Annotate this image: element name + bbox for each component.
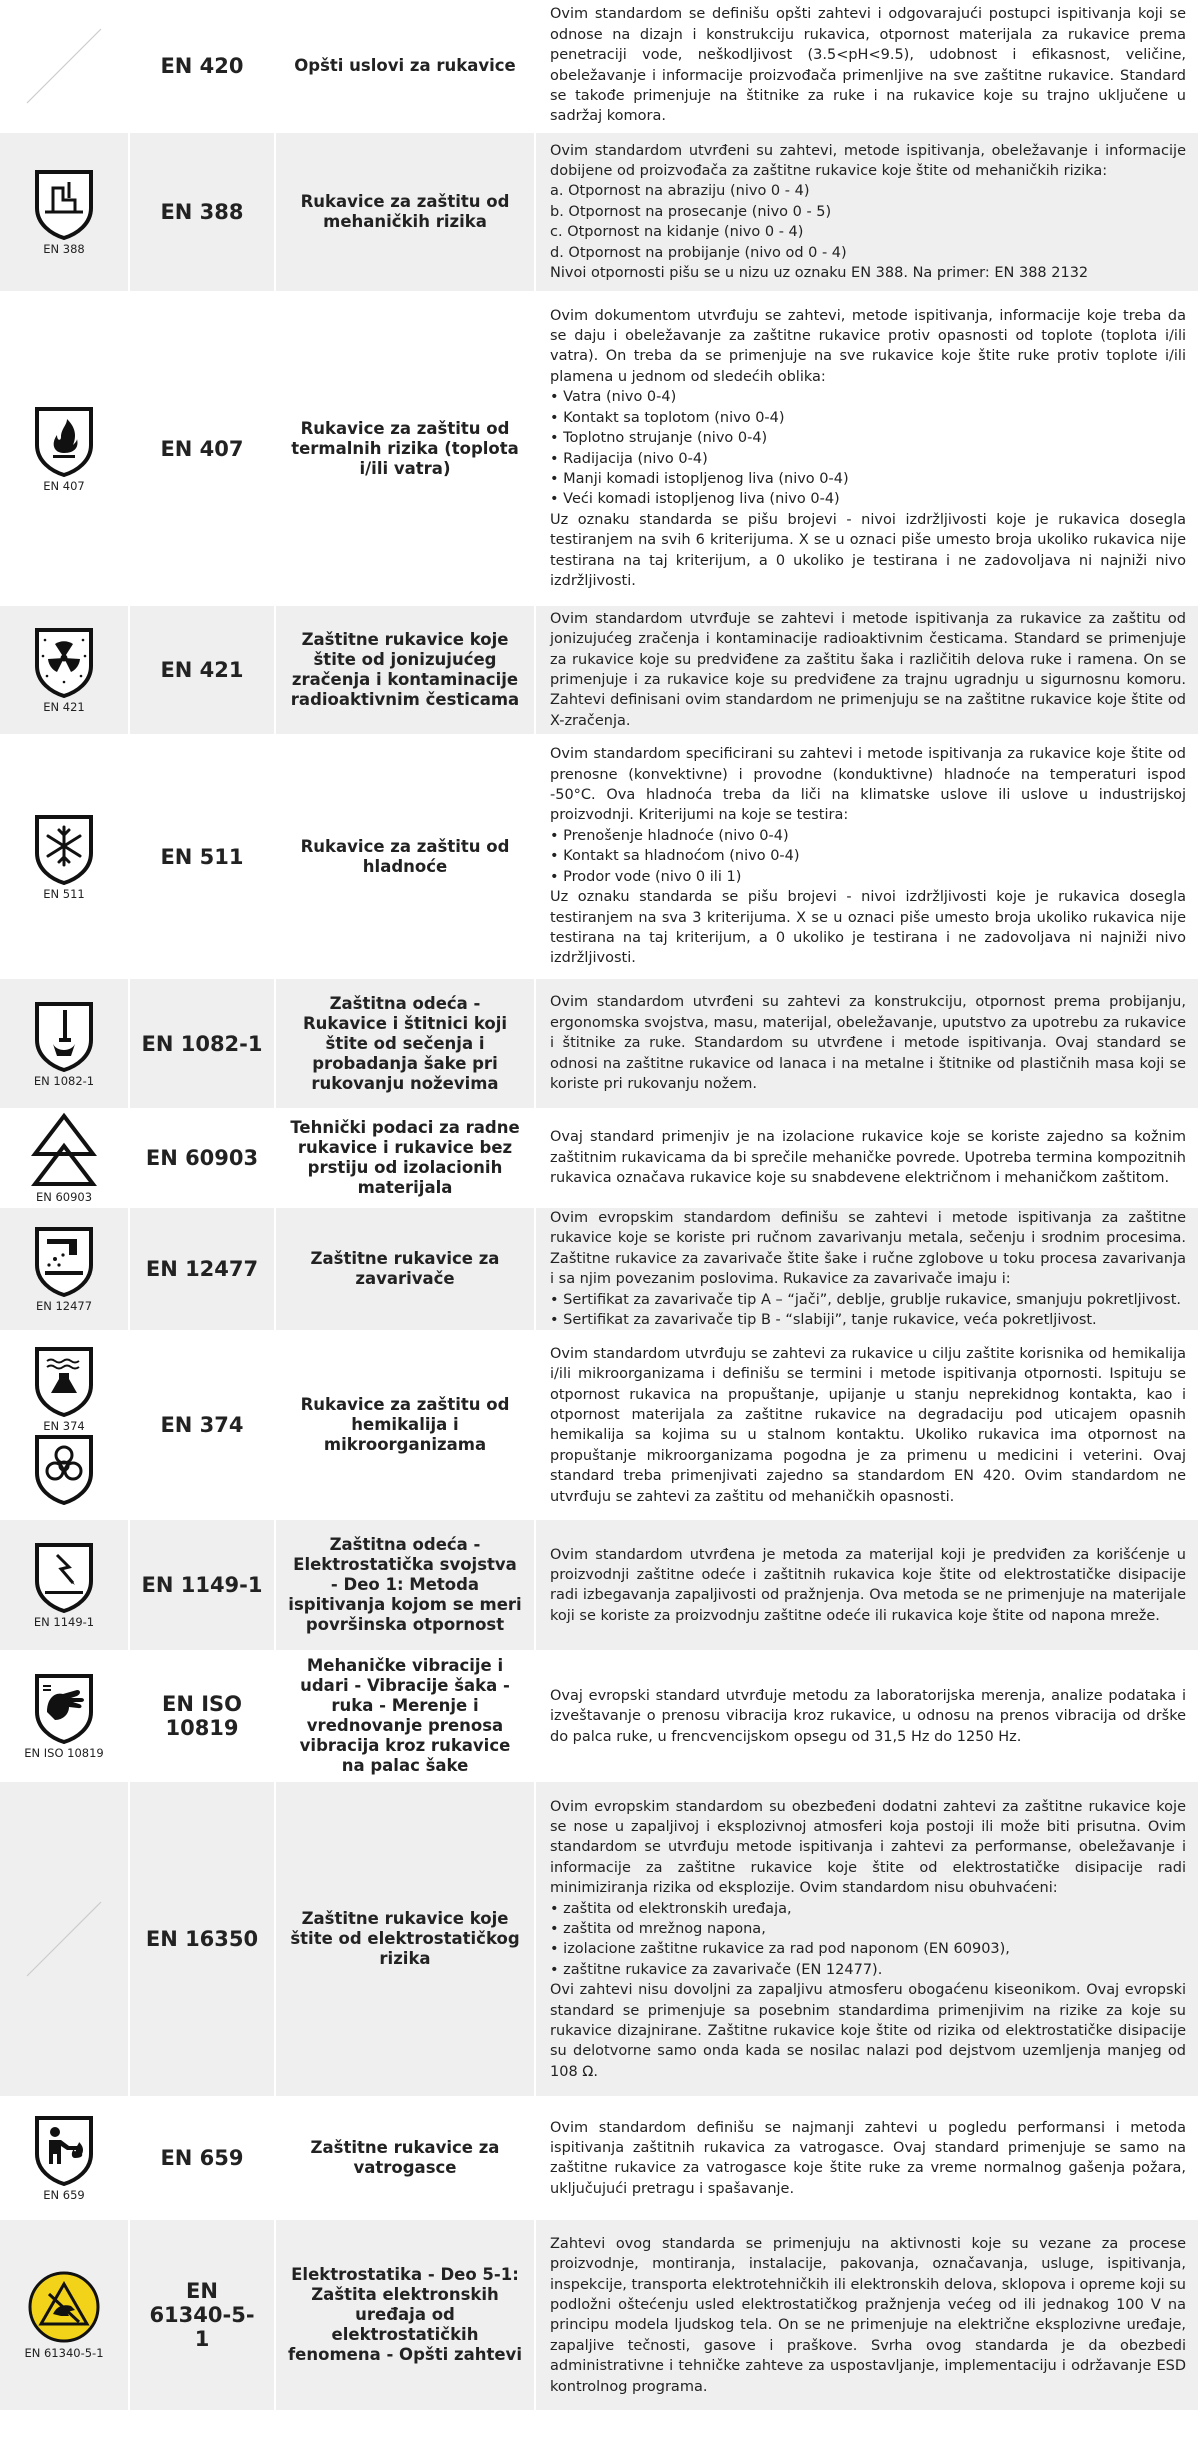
table-row: [0, 1109, 1199, 1207]
description-line: d. Otpornost na probijanje (nivo od 0 - 4): [550, 244, 847, 261]
icon-cell: [0, 1519, 129, 1651]
icon-cell: [0, 735, 129, 978]
description-line: Ovim standardom utvrđuju se zahtevi za rukavice u cilju zaštite korisnika od hemikalija i/ili mikroorganizama i definišu se termini i metode ispitivanja otpornosti. Ispituju se otpornost rukavica na propuštanje, upijanje u stanju neprekidnog kontakta, kao i otpornost materijala za zaštitne rukavice na degradaciju pod uticajem opasnih hemikalija sa kojima su u stalnom kontaktu. Ukoliko rukavica ima otpornost na propuštanje mikroorganizama pogodna je za primenu u medicini i veterini. Ovaj standard treba primenjivati zajedno sa standardom EN 420. Ovim standardom ne utvrđuju se zahtevi za zaštitu od mehaničkih opasnosti.: [550, 1345, 1186, 1505]
standard-code: EN 420: [129, 0, 275, 132]
standard-title: Rukavice za zaštitu od termalnih rizika (toplota i/ili vatra): [275, 292, 535, 605]
description-line: b. Otpornost na prosecanje (nivo 0 - 5): [550, 203, 832, 220]
standard-description: [535, 0, 1199, 132]
icon-cell: [0, 1781, 129, 2097]
standard-code: EN 388: [129, 132, 275, 292]
standard-description: [535, 978, 1199, 1109]
description-line: Ovaj standard primenjiv je na izolacione rukavice koje se koriste zajedno sa kožnim zaštitnim rukavicama da bi sprečile mehaničke povrede. Upotreba termina kompozitnih rukavica označava rukavice koje su snabdevene električnom i mehaničkom zaštitom.: [550, 1129, 1186, 1187]
chemical-biohazard-icon: [0, 1345, 128, 1505]
standard-title: Tehnički podaci za radne rukavice i rukavice bez prstiju od izolacionih materijala: [275, 1109, 535, 1207]
standard-description: [535, 1781, 1199, 2097]
description-line: • Manji komadi istopljenog liva (nivo 0-4): [550, 470, 849, 487]
standard-title: Opšti uslovi za rukavice: [275, 0, 535, 132]
description-line: • zaštita od mrežnog napona,: [550, 1921, 766, 1938]
mechanical-risk-icon: [0, 168, 128, 256]
flame-icon: [0, 405, 128, 493]
description-line: • Kontakt sa hladnoćom (nivo 0-4): [550, 848, 800, 865]
radiation-icon: [0, 626, 128, 714]
esd-yellow-icon: [0, 2270, 128, 2360]
standard-description: [535, 292, 1199, 605]
slash-placeholder-icon: [0, 1894, 128, 1984]
standard-description: [535, 1109, 1199, 1207]
description-line: • Toplotno strujanje (nivo 0-4): [550, 430, 768, 447]
icon-label: EN 60903: [35, 1190, 93, 1204]
table-row: [0, 2219, 1199, 2411]
description-line: • Veći komadi istopljenog liva (nivo 0-4): [550, 491, 840, 508]
welding-icon: [0, 1225, 128, 1313]
description-line: Ovim standardom utvrđuje se zahtevi i metode ispitivanja za rukavice za zaštitu od jonizujućeg zračenja i kontaminacije radioaktivnim česticama. Standard se primenjuje za rukavice koje su predviđene za zaštitu šaka i različitih delova ruke i ramena. On se primenjuje i za rukavice koje su predviđene za trajnu ugradnju u sigurnosnu komoru. Zahtevi definisani ovim standardom ne primenjuju se na zaštitne rukavice koje štite od X-zračenja.: [550, 610, 1186, 729]
standard-description: [535, 605, 1199, 735]
table-row: [0, 1651, 1199, 1781]
description-line: • izolacione zaštitne rukavice za rad pod naponom (EN 60903),: [550, 1941, 1010, 1958]
standard-title: Zaštitne rukavice koje štite od jonizujućeg zračenja i kontaminacije radioaktivnim česticama: [275, 605, 535, 735]
description-line: Ovim standardom utvrđeni su zahtevi za konstrukciju, otpornost prema probijanju, ergonomska svojstva, masu, materijal, obeležavanje, uputstvo za upotrebu za rukavice i štitnike za ruke. Standardom su utvrđene i metode ispitivanja. Ovaj standard se odnosi na zaštitne rukavice od lanaca i na metalne i štitnike od plastičnih masa koji se koriste pri rukovanju nožem.: [550, 994, 1186, 1093]
standard-description: [535, 2097, 1199, 2219]
icon-label: EN 421: [43, 700, 85, 714]
icon-label: EN 407: [43, 478, 85, 493]
standard-code: EN 659: [129, 2097, 275, 2219]
standard-code: EN 16350: [129, 1781, 275, 2097]
description-line: Uz oznaku standarda se pišu brojevi - nivoi izdržljivosti koje je rukavica dosegla testiranjem na svih 6 kriterijuma. X se u oznaci piše umesto broja ukoliko rukavica nije testirana na taj kriterijum, a 0 ukoliko je testirana i ne zadovoljava ni najniži nivo izdržljivosti.: [550, 511, 1186, 589]
standard-code: EN 407: [129, 292, 275, 605]
standard-code: EN 421: [129, 605, 275, 735]
description-line: Ovaj evropski standard utvrđuje metodu za laboratorijska merenja, analize podataka i izveštavanje o prenosu vibracija kroz rukavice, u odnosu na prenos vibracija od drške do palca ruke, u frencvencijskom opsegu od 31,5 Hz do 1250 Hz.: [550, 1687, 1186, 1745]
icon-cell: [0, 292, 129, 605]
electrostatic-icon: [0, 1541, 128, 1629]
description-line: • zaštita od elektronskih uređaja,: [550, 1900, 792, 1917]
description-line: a. Otpornost na abraziju (nivo 0 - 4): [550, 183, 810, 200]
table-row: [0, 1207, 1199, 1331]
icon-cell: [0, 2097, 129, 2219]
standard-title: Elektrostatika - Deo 5-1: Zaštita elektronskih uređaja od elektrostatičkih fenomena - Opšti zahtevi: [275, 2219, 535, 2411]
standard-code: EN 1082-1: [129, 978, 275, 1109]
description-line: Nivoi otpornosti pišu se u nizu uz oznaku EN 388. Na primer: EN 388 2132: [550, 265, 1089, 282]
description-line: Uz oznaku standarda se pišu brojevi - nivoi izdržljivosti koje je rukavica dosegla testiranjem na sva 3 kriterijuma. X se u oznaci piše umesto broja ukoliko rukavica nije testirana na taj kriterijum, a 0 ukoliko je testirana i ne zadovoljava ni najniži nivo izdržljivosti.: [550, 889, 1186, 967]
description-line: Ovi zahtevi nisu dovoljni za zapaljivu atmosferu obogaćenu kiseonikom. Ovaj evropski standard se primenjuje sa posebnim standardima primenjivim na rizike za koje su rukavice dizajnirane. Zaštitne rukavice koje štite od rizika od elektrostatičke disipacije su delotvorne samo onda kada se nosilac nalazi pod dejstvom uzemljenja manjeg od 108 Ω.: [550, 1982, 1186, 2080]
vibration-hand-icon: [0, 1672, 128, 1760]
standard-description: [535, 132, 1199, 292]
standard-title: Zaštitna odeća - Rukavice i štitnici koji štite od sečenja i probadanja šake pri rukovanju noževima: [275, 978, 535, 1109]
icon-cell: [0, 2219, 129, 2411]
standard-title: Rukavice za zaštitu od hemikalija i mikroorganizama: [275, 1331, 535, 1519]
standard-title: Zaštitne rukavice koje štite od elektrostatičkog rizika: [275, 1781, 535, 2097]
standard-description: [535, 735, 1199, 978]
table-row: [0, 1781, 1199, 2097]
standard-title: Zaštitne rukavice za vatrogasce: [275, 2097, 535, 2219]
icon-label-sub: EN 374: [43, 1419, 85, 1434]
standard-description: [535, 1651, 1199, 1781]
icon-label: EN 1082-1: [33, 1073, 95, 1088]
standard-title: Rukavice za zaštitu od hladnoće: [275, 735, 535, 978]
icon-label: EN 511: [43, 886, 85, 901]
firefighter-icon: [0, 2114, 128, 2202]
table-row: [0, 735, 1199, 978]
icon-label: EN 659: [43, 2188, 85, 2203]
description-line: Ovim evropskim standardom su obezbeđeni dodatni zahtevi za zaštitne rukavice koje se nose u zapaljivoj i eksplozivnoj atmosferi koja postoji ili može biti prisutna. Ovim standardom se utvrđuju metode ispitivanja i zahtevi za performanse, obeležavanje i informacije za zaštitne rukavice koje štite od elektrostatičke disipacije radi minimiziranja rizika od eksplozije. Ovim standardom nisu obuhvaćeni:: [550, 1798, 1186, 1897]
standard-code: EN ISO 10819: [129, 1651, 275, 1781]
table-row: [0, 2097, 1199, 2219]
icon-cell: [0, 1109, 129, 1207]
description-line: Ovim evropskim standardom definišu se zahtevi i metode ispitivanja za zaštitne rukavice koje se koriste pri ručnom zavarivanju metala, sečenju i srodnim procesima. Zaštitne rukavice za zavarivače štite šake i ručne zglobove u toku procesa zavarivanja i sa njim povezanim poslovima. Rukavice za zavarivače imaju i:: [550, 1210, 1186, 1288]
description-line: Ovim standardom utvrđeni su zahtevi, metode ispitivanja, obeležavanje i informacije dobijene od proizvođača za zaštitne rukavice koje štite od mehaničkih rizika:: [550, 142, 1186, 179]
standard-code: EN 374: [129, 1331, 275, 1519]
icon-cell: [0, 978, 129, 1109]
table-row: [0, 605, 1199, 735]
icon-label: EN 388: [43, 242, 85, 256]
table-row: [0, 1519, 1199, 1651]
icon-cell: [0, 1651, 129, 1781]
standard-description: [535, 1207, 1199, 1331]
standard-code: EN 60903: [129, 1109, 275, 1207]
description-line: • Vatra (nivo 0-4): [550, 389, 677, 406]
description-line: Ovim standardom se definišu opšti zahtevi i odgovarajući postupci ispitivanja koji se odnose na dizajn i konstrukciju rukavica, otpornost materijala za rukavice prema penetraciji vode, neškodljivost (3.5<pH<9.5), udobnost i efikasnost, veličine, obeležavanje i informacije proizvođača primenljive na sve zaštitne rukavice. Standard se takođe primenjuje na štitnike za ruke i na rukavice koje su trajno uključene u sadržaj komora.: [550, 6, 1186, 125]
slash-placeholder-icon: [0, 21, 128, 111]
icon-cell: [0, 132, 129, 292]
icon-label: EN 61340-5-1: [24, 2346, 104, 2361]
description-line: • Kontakt sa toplotom (nivo 0-4): [550, 409, 785, 426]
icon-cell: [0, 1207, 129, 1331]
description-line: Ovim standardom definišu se najmanji zahtevi u pogledu performansi i metoda ispitivanja zaštitnih rukavica za vatrogasce. Ovaj standard primenjuje se samo na zaštitne rukavice za vatrogasce koje štite ruke za vreme normalnog gašenja požara, uključujući pretragu i spašavanje.: [550, 2119, 1186, 2197]
table-row: [0, 292, 1199, 605]
description-line: Ovim standardom specificirani su zahtevi i metode ispitivanja za rukavice koje štite od prenosne (konvektivne) i provodne (konduktivne) hladnoće na temperaturi ispod -50°C. Ova hladnoća treba da liči na klimatske uslove ili uslove u industrijskoj proizvodnji. Kriterijumi na koje se testira:: [550, 746, 1186, 824]
standard-title: Rukavice za zaštitu od mehaničkih rizika: [275, 132, 535, 292]
double-triangle-icon: [0, 1112, 128, 1204]
description-line: • Sertifikat za zavarivače tip A – “jači”, deblje, grublje rukavice, smanjuju pokretljivost.: [550, 1291, 1181, 1308]
standard-code: EN 12477: [129, 1207, 275, 1331]
icon-cell: [0, 0, 129, 132]
description-line: Ovim dokumentom utvrđuju se zahtevi, metode ispitivanja, informacije koje treba da se daju i obeležavanje za zaštitne rukavice protiv opasnosti od toplote (toplota i/ili vatra). On treba da se primenjuje na sve rukavice koje štite ruke protiv toplote i/ili plamena u jednom od sledećih oblika:: [550, 307, 1186, 385]
description-line: • Radijacija (nivo 0-4): [550, 450, 708, 467]
table-row: [0, 978, 1199, 1109]
standard-code: EN 61340-5-1: [129, 2219, 275, 2411]
icon-label: EN 1149-1: [33, 1615, 95, 1630]
standard-code: EN 1149-1: [129, 1519, 275, 1651]
description-line: c. Otpornost na kidanje (nivo 0 - 4): [550, 224, 804, 241]
description-line: • Prodor vode (nivo 0 ili 1): [550, 868, 742, 885]
standard-description: [535, 2219, 1199, 2411]
description-line: Zahtevi ovog standarda se primenjuju na aktivnosti koje su vezane za procese proizvodnje, montiranja, instalacije, pakovanja, označavanja, usluge, ispitivanja, inspekcije, transporta elektrotehničkih ili elektronskih delova, sklopova i opreme koji su podložni oštećenju usled elektrostatičkog pražnjenja većeg od ili jednakog 100 V na principu modela ljudskog tela. On se ne primenjuje na električne eksplozivne uređaje, zapaljive tečnosti, gasove i praškove. Svrha ovog standarda je da obezbedi administrativne i tehničke zahteve za uspostavljanje, implementaciju i održavanje ESD kontrolnog programa.: [550, 2235, 1186, 2395]
standard-title: Zaštitna odeća - Elektrostatička svojstva - Deo 1: Metoda ispitivanja kojom se meri površinska otpornost: [275, 1519, 535, 1651]
icon-cell: [0, 1331, 129, 1519]
icon-label: EN ISO 10819: [24, 1746, 104, 1761]
standard-title: Zaštitne rukavice za zavarivače: [275, 1207, 535, 1331]
table-row: [0, 1331, 1199, 1519]
standard-description: [535, 1331, 1199, 1519]
standard-code: EN 511: [129, 735, 275, 978]
icon-label: EN 12477: [35, 1299, 93, 1314]
icon-cell: [0, 605, 129, 735]
description-line: Ovim standardom utvrđena je metoda za materijal koji je predviđen za korišćenje u proizvodnji zaštitne odeće i zaštitnih rukavica koje štite od elektrostatičke disipacije radi izbegavanja zapaljivosti od pražnjenja. Ova metoda se ne primenjuje na materijale koji se koriste za proizvodnju zaštitne odeće ili rukavica koje štite od napona mreže.: [550, 1546, 1186, 1624]
description-line: • Sertifikat za zavarivače tip B - “slabiji”, tanje rukavice, veća pokretljivost.: [550, 1312, 1097, 1329]
standard-title: Mehaničke vibracije i udari - Vibracije šaka - ruka - Merenje i vrednovanje prenosa vibracija kroz rukavice na palac šake: [275, 1651, 535, 1781]
description-line: • Prenošenje hladnoće (nivo 0-4): [550, 827, 789, 844]
description-line: • zaštitne rukavice za zavarivače (EN 12477).: [550, 1961, 883, 1978]
snowflake-icon: [0, 813, 128, 901]
knife-icon: [0, 1000, 128, 1088]
standard-description: [535, 1519, 1199, 1651]
table-row: [0, 132, 1199, 292]
table-row: [0, 0, 1199, 132]
